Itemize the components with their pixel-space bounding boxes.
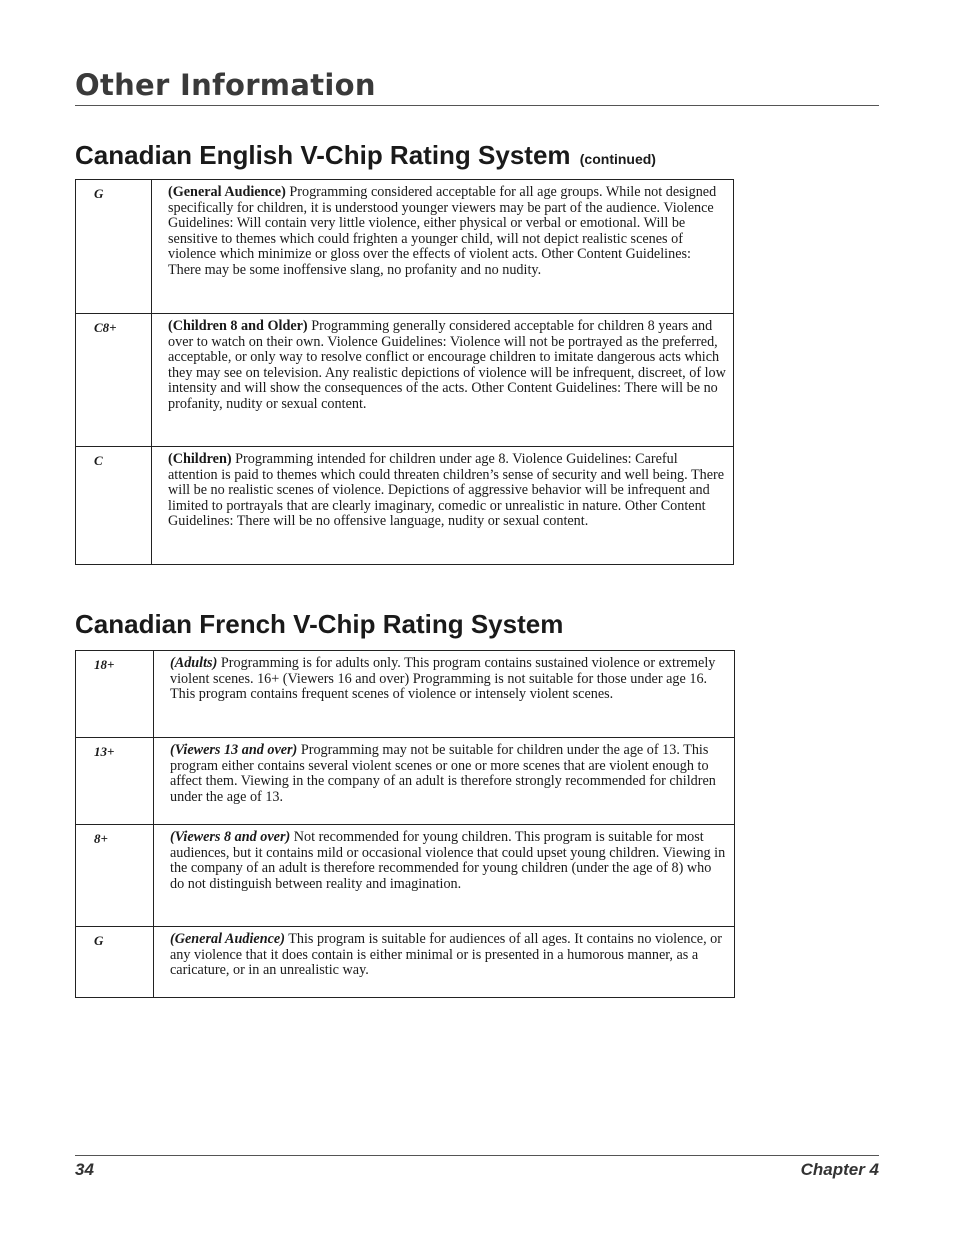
rating-lead: (General Audience) <box>168 184 286 200</box>
rating-lead: (Children) <box>168 451 232 467</box>
rating-description <box>154 825 735 927</box>
rating-code: C <box>76 447 152 565</box>
table-row <box>76 447 734 565</box>
rating-code: 8+ <box>76 825 154 927</box>
rating-code: G <box>76 927 154 998</box>
english-heading-note: (continued) <box>579 151 656 167</box>
table-row <box>76 180 734 314</box>
header-title: Other Information <box>75 68 376 102</box>
rating-lead: (Adults) <box>170 655 218 671</box>
rating-text: Programming generally considered acceptable for children 8 years and over to watch on their own. Violence Guidelines: Violence will not be portrayed as the preferred, acceptable, or only way to resolve conflict or encourage children to imitate dangerous acts which they may see on television. Any realistic depictions of violence will be infrequent, discreet, of low intensity and will show the consequences of the acts. Other Content Guidelines: There will be no profanity, nudity or sexual content. <box>168 318 726 412</box>
rating-lead: (Viewers 8 and over) <box>170 829 291 845</box>
table-row <box>76 314 734 447</box>
rating-text: Programming may not be suitable for children under the age of 13. This program either contains several violent scenes or one or more scenes that are violent enough to affect them. Viewing in the company of an adult is therefore strongly recommended for children under the age of 13. <box>170 742 716 805</box>
table-row <box>76 738 735 825</box>
rating-code: 13+ <box>76 738 154 825</box>
chapter-label: Chapter 4 <box>800 1160 879 1179</box>
rating-description <box>152 314 734 447</box>
english-section-heading <box>75 140 656 171</box>
rating-lead: (Children 8 and Older) <box>168 318 308 334</box>
rating-description <box>152 180 734 314</box>
french-rating-table <box>75 650 735 998</box>
rating-lead: (General Audience) <box>170 931 285 947</box>
rating-code: C8+ <box>76 314 152 447</box>
rating-text: Programming considered acceptable for all age groups. While not designed specifically for children, it is understood younger viewers may be part of the audience. Violence Guidelines: Will contain very little violence, either physical or verbal or emotional. Will be sensitive to themes which could frighten a younger child, will not depict realistic scenes of violence which minimize or gloss over the effects of violent acts. Other Content Guidelines: There may be some inoffensive slang, no profanity and no nudity. <box>168 184 717 278</box>
table-row <box>76 927 735 998</box>
header-divider <box>75 105 879 106</box>
rating-description <box>152 447 734 565</box>
rating-code: G <box>76 180 152 314</box>
rating-code: 18+ <box>76 651 154 738</box>
french-section-heading: Canadian French V-Chip Rating System <box>75 609 564 639</box>
page-number: 34 <box>75 1160 94 1179</box>
rating-lead: (Viewers 13 and over) <box>170 742 298 758</box>
rating-description <box>154 927 735 998</box>
english-heading-text: Canadian English V-Chip Rating System <box>75 140 571 170</box>
rating-description <box>154 651 735 738</box>
rating-text: Not recommended for young children. This program is suitable for most audiences, but it contains mild or occasional violence that could upset young children. Viewing in the company of an adult is therefore recommended for young children (under the age of 8) who do not distinguish between reality and imagination. <box>170 829 726 892</box>
rating-text: Programming is for adults only. This program contains sustained violence or extremely violent scenes. 16+ (Viewers 16 and over) Programming is not suitable for those under age 16. This program contains frequent scenes of violence or intensely violent scenes. <box>170 655 716 703</box>
table-row <box>76 651 735 738</box>
rating-text: This program is suitable for audiences of all ages. It contains no violence, or any violence that it does contain is either minimal or is presented in a humorous manner, as a caricature, or in an unrealistic way. <box>170 931 722 979</box>
footer-divider <box>75 1155 879 1156</box>
rating-text: Programming intended for children under age 8. Violence Guidelines: Careful attention is paid to themes which could threaten children’s sense of security and well being. There will be no realistic scenes of violence. Depictions of aggressive behavior will be infrequent and limited to portrayals that are clearly imaginary, comedic or unrealistic in nature. Other Content Guidelines: There will be no offensive language, nudity or sexual content. <box>168 451 725 530</box>
english-rating-table <box>75 179 734 565</box>
rating-description <box>154 738 735 825</box>
table-row <box>76 825 735 927</box>
